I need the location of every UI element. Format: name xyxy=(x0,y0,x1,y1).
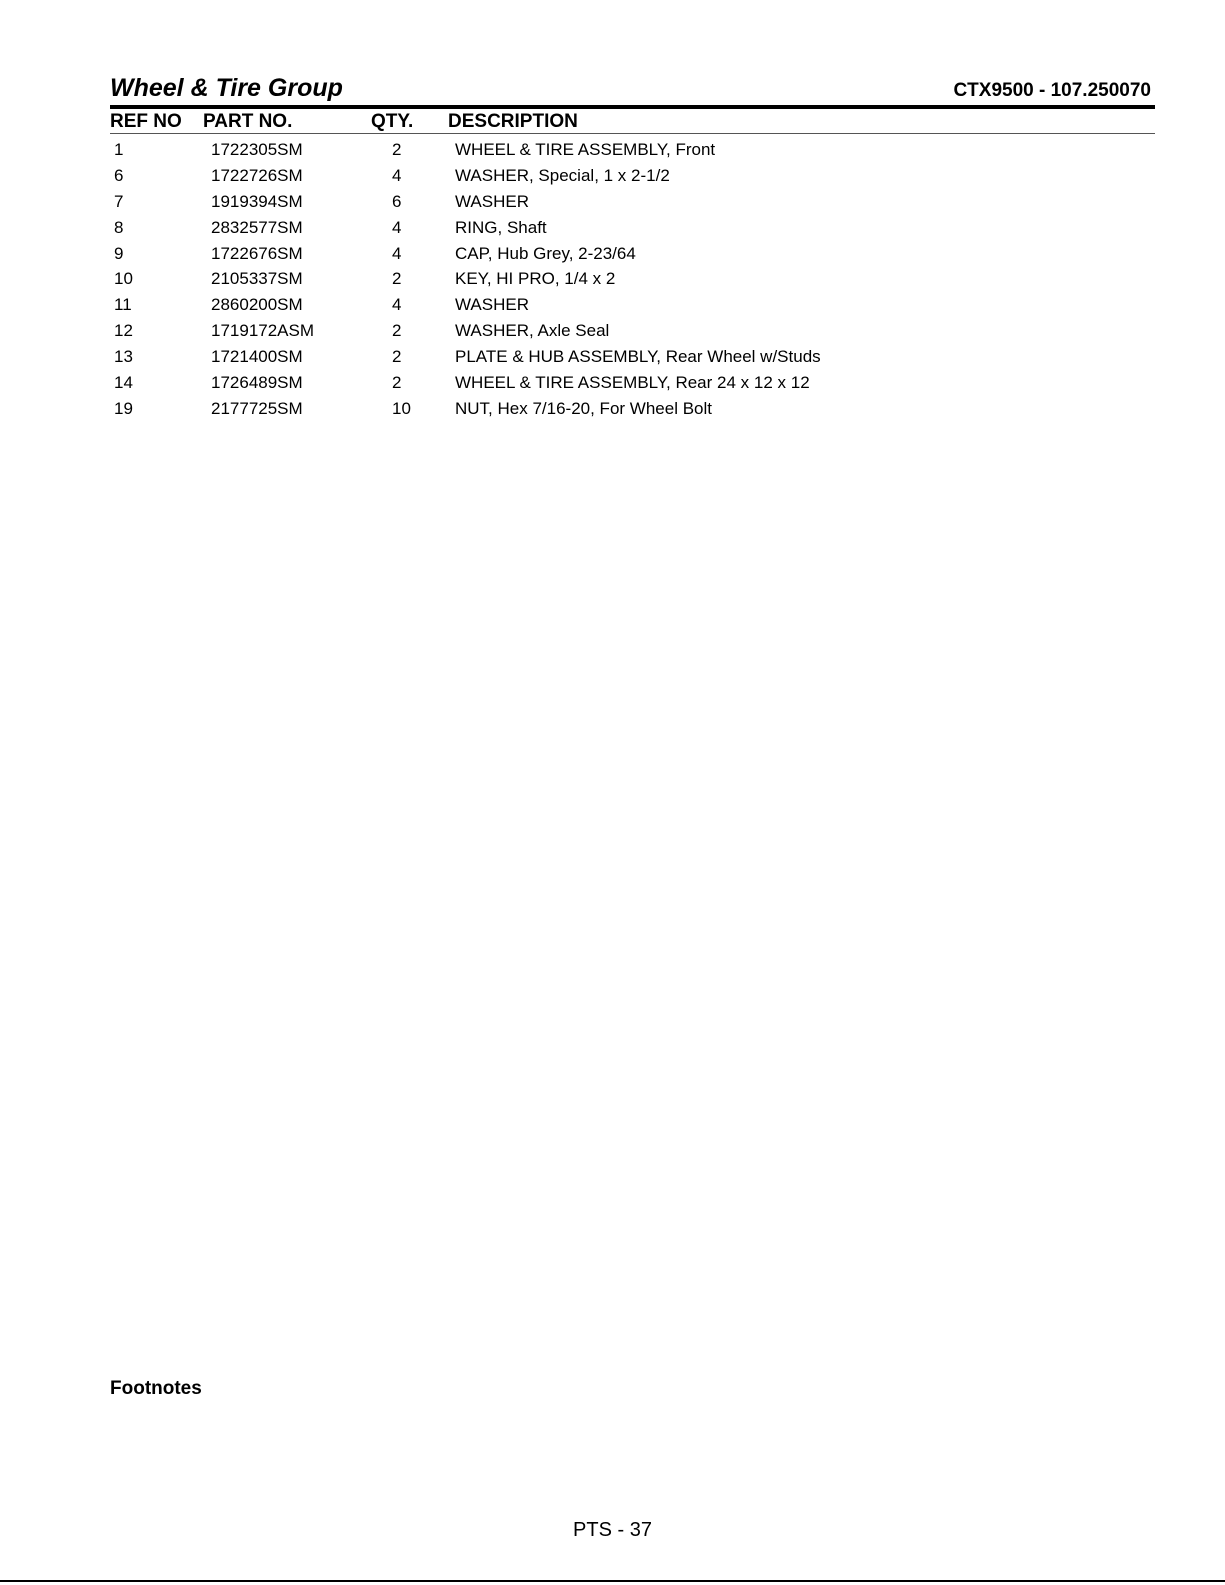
footnotes-heading: Footnotes xyxy=(110,1378,202,1399)
part-no-cell: 2860200SM xyxy=(211,295,303,315)
description-cell: WASHER xyxy=(455,295,529,315)
table-row xyxy=(0,267,1225,293)
part-no-cell: 1919394SM xyxy=(211,191,303,211)
part-no-cell: 1726489SM xyxy=(211,373,303,393)
column-header-qty: QTY. xyxy=(371,111,414,132)
description-cell: KEY, HI PRO, 1/4 x 2 xyxy=(455,269,616,289)
qty-cell: 4 xyxy=(392,217,402,237)
column-header-ref-no: REF NO xyxy=(110,111,182,132)
description-cell: NUT, Hex 7/16-20, For Wheel Bolt xyxy=(455,398,712,418)
part-no-cell: 1719172ASM xyxy=(211,321,315,341)
ref-no-cell: 12 xyxy=(114,321,133,341)
qty-cell: 2 xyxy=(392,269,402,289)
qty-cell: 10 xyxy=(392,398,411,418)
table-row xyxy=(0,319,1225,345)
qty-cell: 4 xyxy=(392,165,402,185)
bottom-border xyxy=(0,1580,1225,1582)
column-header-part-no: PART NO. xyxy=(203,111,293,132)
part-no-cell: 1721400SM xyxy=(211,347,303,367)
description-cell: WASHER, Special, 1 x 2-1/2 xyxy=(455,165,670,185)
model-code: CTX9500 - 107.250070 xyxy=(953,80,1151,101)
page-header xyxy=(110,74,1151,104)
part-no-cell: 2177725SM xyxy=(211,398,303,418)
table-row xyxy=(0,371,1225,397)
qty-cell: 2 xyxy=(392,140,402,159)
ref-no-cell: 14 xyxy=(114,373,133,393)
ref-no-cell: 9 xyxy=(114,243,124,263)
table-row xyxy=(0,242,1225,268)
ref-no-cell: 7 xyxy=(114,191,124,211)
column-header-description: DESCRIPTION xyxy=(448,111,578,132)
qty-cell: 2 xyxy=(392,373,402,393)
ref-no-cell: 8 xyxy=(114,217,124,237)
description-cell: PLATE & HUB ASSEMBLY, Rear Wheel w/Studs xyxy=(455,347,821,367)
part-no-cell: 1722305SM xyxy=(211,140,303,159)
ref-no-cell: 19 xyxy=(114,398,133,418)
table-row xyxy=(0,397,1225,423)
table-header-rule xyxy=(110,133,1155,134)
table-row xyxy=(0,138,1225,164)
ref-no-cell: 1 xyxy=(114,140,124,159)
table-header xyxy=(110,111,1155,133)
description-cell: RING, Shaft xyxy=(455,217,547,237)
description-cell: WHEEL & TIRE ASSEMBLY, Front xyxy=(455,140,716,159)
qty-cell: 2 xyxy=(392,347,402,367)
part-no-cell: 1722676SM xyxy=(211,243,303,263)
page-number: PTS - 37 xyxy=(573,1519,652,1541)
table-row xyxy=(0,164,1225,190)
part-no-cell: 2105337SM xyxy=(211,269,303,289)
description-cell: WHEEL & TIRE ASSEMBLY, Rear 24 x 12 x 12 xyxy=(455,373,810,393)
part-no-cell: 2832577SM xyxy=(211,217,303,237)
qty-cell: 2 xyxy=(392,321,402,341)
description-cell: CAP, Hub Grey, 2-23/64 xyxy=(455,243,636,263)
ref-no-cell: 11 xyxy=(114,295,132,315)
parts-table xyxy=(0,138,1225,423)
ref-no-cell: 10 xyxy=(114,269,133,289)
table-row xyxy=(0,293,1225,319)
part-no-cell: 1722726SM xyxy=(211,165,303,185)
qty-cell: 4 xyxy=(392,295,402,315)
qty-cell: 4 xyxy=(392,243,402,263)
header-rule xyxy=(110,105,1155,109)
table-row xyxy=(0,190,1225,216)
section-title: Wheel & Tire Group xyxy=(110,74,343,102)
table-row xyxy=(0,345,1225,371)
ref-no-cell: 13 xyxy=(114,347,133,367)
description-cell: WASHER, Axle Seal xyxy=(455,321,610,341)
table-row xyxy=(0,216,1225,242)
description-cell: WASHER xyxy=(455,191,529,211)
qty-cell: 6 xyxy=(392,191,402,211)
ref-no-cell: 6 xyxy=(114,165,124,185)
